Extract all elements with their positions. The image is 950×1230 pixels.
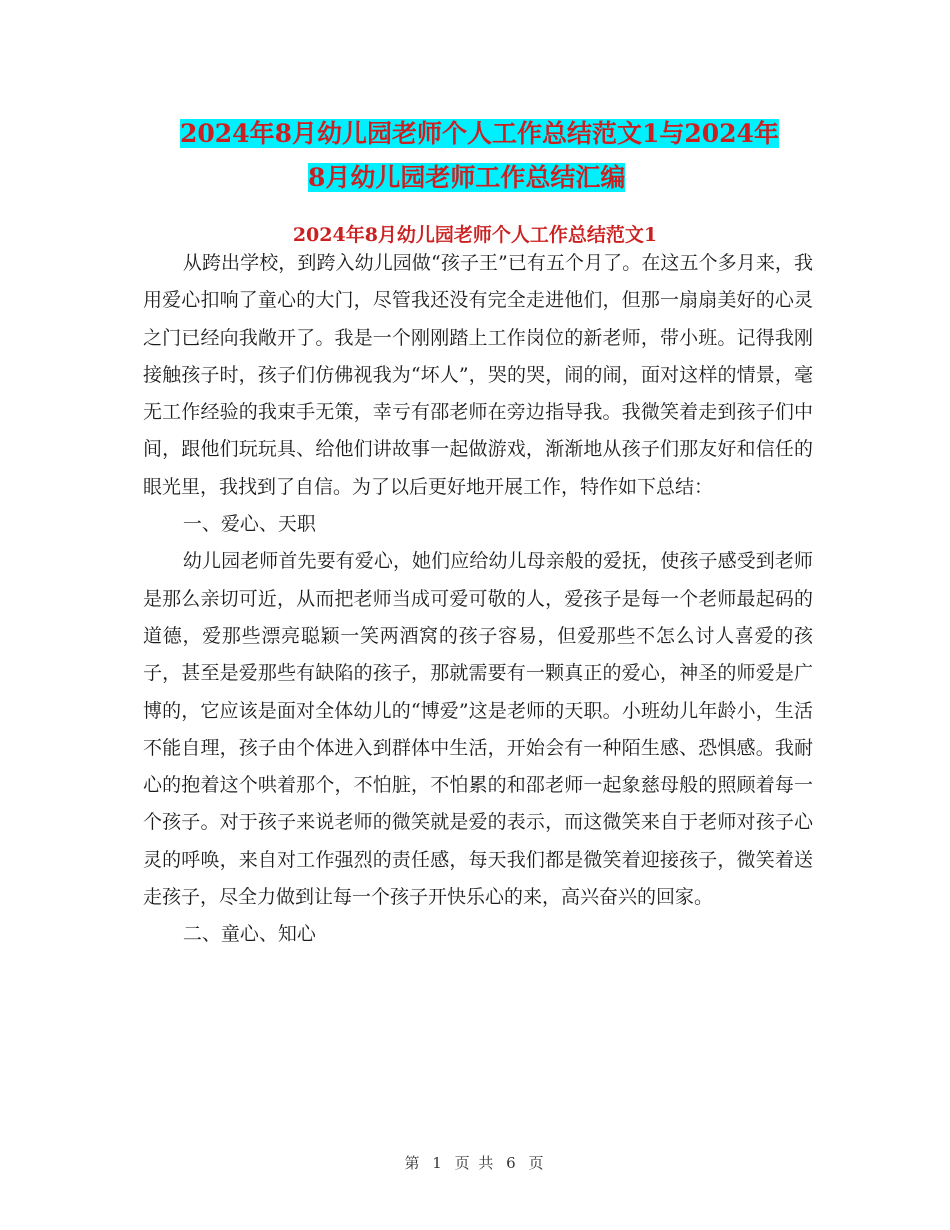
footer-prefix: 第 bbox=[404, 1154, 422, 1172]
footer-page-number: 1 bbox=[432, 1154, 444, 1172]
footer-suffix: 页 bbox=[528, 1154, 546, 1172]
heading-love-duty: 一、爱心、天职 bbox=[182, 513, 316, 536]
heading-childlike-heart: 二、童心、知心 bbox=[182, 923, 316, 946]
document-body bbox=[143, 245, 813, 954]
paragraph-love-duty: 幼儿园老师首先要有爱心，她们应给幼儿母亲般的爱抚，使孩子感受到老师是那么亲切可近，从而把老师当成可爱可敬的人，爱孩子是每一个老师最起码的道德，爱那些漂亮聪颖一笑两酒窝的孩子容易，但爱那些不怎么讨人喜爱的孩子，甚至是爱那些有缺陷的孩子，那就需要有一颗真正的爱心，神圣的师爱是广博的，它应该是面对全体幼儿的“博爱”这是老师的天职。小班幼儿年龄小，生活不能自理，孩子由个体进入到群体中生活，开始会有一种陌生感、恐惧感。我耐心的抱着这个哄着那个，不怕脏，不怕累的和邵老师一起象慈母般的照顾着每一个孩子。对于孩子来说老师的微笑就是爱的表示，而这微笑来自于老师对孩子心灵的呼唤，来自对工作强烈的责任感，每天我们都是微笑着迎接孩子，微笑着送走孩子，尽全力做到让每一个孩子开快乐心的来，高兴奋兴的回家。 bbox=[143, 550, 813, 909]
document-title-line-2: 8月幼儿园老师工作总结汇编 bbox=[308, 163, 626, 192]
paragraph-intro: 从跨出学校，到跨入幼儿园做“孩子王”已有五个月了。在这五个多月来，我用爱心扣响了童心的大门，尽管我还没有完全走进他们，但那一扇扇美好的心灵之门已经向我敞开了。我是一个刚刚踏上工作岗位的新老师，带小班。记得我刚接触孩子时，孩子们仿佛视我为“坏人”，哭的哭，闹的闹，面对这样的情景，毫无工作经验的我束手无策，幸亏有邵老师在旁边指导我。我微笑着走到孩子们中间，跟他们玩玩具、给他们讲故事一起做游戏，渐渐地从孩子们那友好和信任的眼光里，我找到了自信。为了以后更好地开展工作，特作如下总结： bbox=[143, 252, 813, 498]
page-footer bbox=[0, 1152, 950, 1173]
footer-middle: 页 共 bbox=[454, 1154, 496, 1172]
document-title bbox=[180, 112, 830, 200]
section-title: 2024年8月幼儿园老师个人工作总结范文1 bbox=[292, 224, 658, 246]
footer-total-pages: 6 bbox=[506, 1154, 518, 1172]
document-title-line-1: 2024年8月幼儿园老师个人工作总结范文1与2024年 bbox=[180, 119, 779, 148]
